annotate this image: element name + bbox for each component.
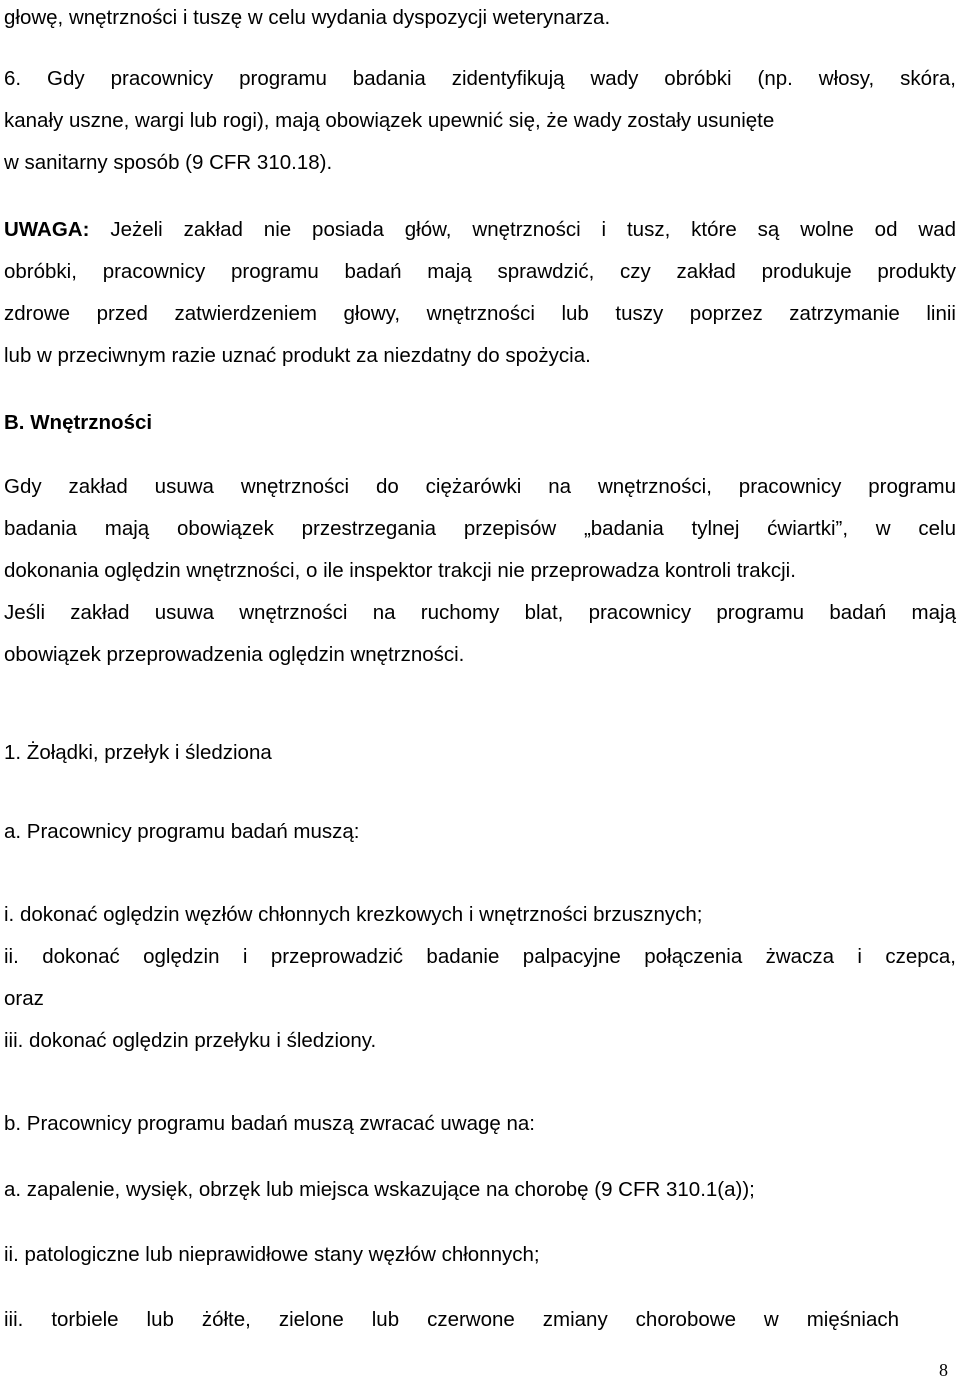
item-a-ii: ii. dokonać oględzin i przeprowadzić badanie palpacyjne połączenia żwacza i czepca, — [4, 945, 956, 968]
item-a-ii-cont: oraz — [4, 987, 44, 1010]
item-b: b. Pracownicy programu badań muszą zwracać uwagę na: — [4, 1112, 535, 1135]
item-a: a. Pracownicy programu badań muszą: — [4, 820, 360, 843]
item-6-line-3: w sanitarny sposób (9 CFR 310.18). — [4, 151, 333, 174]
section-b-line-3: dokonania oględzin wnętrzności, o ile inspektor trakcji nie przeprowadza kontroli trakcji. — [4, 559, 796, 582]
subsection-1-heading: 1. Żołądki, przełyk i śledziona — [4, 741, 272, 764]
item-a-iii: iii. dokonać oględzin przełyku i śledziony. — [4, 1029, 377, 1052]
note-line-1-text: Jeżeli zakład nie posiada głów, wnętrzności i tusz, które są wolne od wad — [110, 218, 956, 241]
note-line-1 — [4, 218, 956, 242]
section-b-line-2: badania mają obowiązek przestrzegania przepisów „badania tylnej ćwiartki”, w celu — [4, 517, 956, 540]
item-b-iii: iii. torbiele lub żółte, zielone lub czerwone zmiany chorobowe w mięśniach — [4, 1308, 899, 1331]
note-line-3: zdrowe przed zatwierdzeniem głowy, wnętrzności lub tuszy poprzez zatrzymanie linii — [4, 302, 956, 325]
item-6-line-2: kanały uszne, wargi lub rogi), mają obowiązek upewnić się, że wady zostały usunięte — [4, 109, 775, 132]
section-b-line-4: Jeśli zakład usuwa wnętrzności na ruchomy blat, pracownicy programu badań mają — [4, 601, 956, 624]
note-line-4: lub w przeciwnym razie uznać produkt za niezdatny do spożycia. — [4, 344, 591, 367]
page-number: 8 — [939, 1360, 948, 1380]
note-label: UWAGA: — [4, 218, 90, 241]
item-b-ii: ii. patologiczne lub nieprawidłowe stany węzłów chłonnych; — [4, 1243, 540, 1266]
item-6-line-1: 6. Gdy pracownicy programu badania zidentyfikują wady obróbki (np. włosy, skóra, — [4, 67, 956, 90]
section-b-heading: B. Wnętrzności — [4, 411, 153, 434]
continuation-line: głowę, wnętrzności i tuszę w celu wydania dyspozycji weterynarza. — [4, 6, 611, 29]
item-a-i: i. dokonać oględzin węzłów chłonnych krezkowych i wnętrzności brzusznych; — [4, 903, 703, 926]
section-b-line-1: Gdy zakład usuwa wnętrzności do ciężarówki na wnętrzności, pracownicy programu — [4, 475, 956, 498]
item-b-a: a. zapalenie, wysięk, obrzęk lub miejsca wskazujące na chorobę (9 CFR 310.1(a)); — [4, 1178, 755, 1201]
note-line-2: obróbki, pracownicy programu badań mają sprawdzić, czy zakład produkuje produkty — [4, 260, 956, 283]
section-b-line-5: obowiązek przeprowadzenia oględzin wnętrzności. — [4, 643, 465, 666]
